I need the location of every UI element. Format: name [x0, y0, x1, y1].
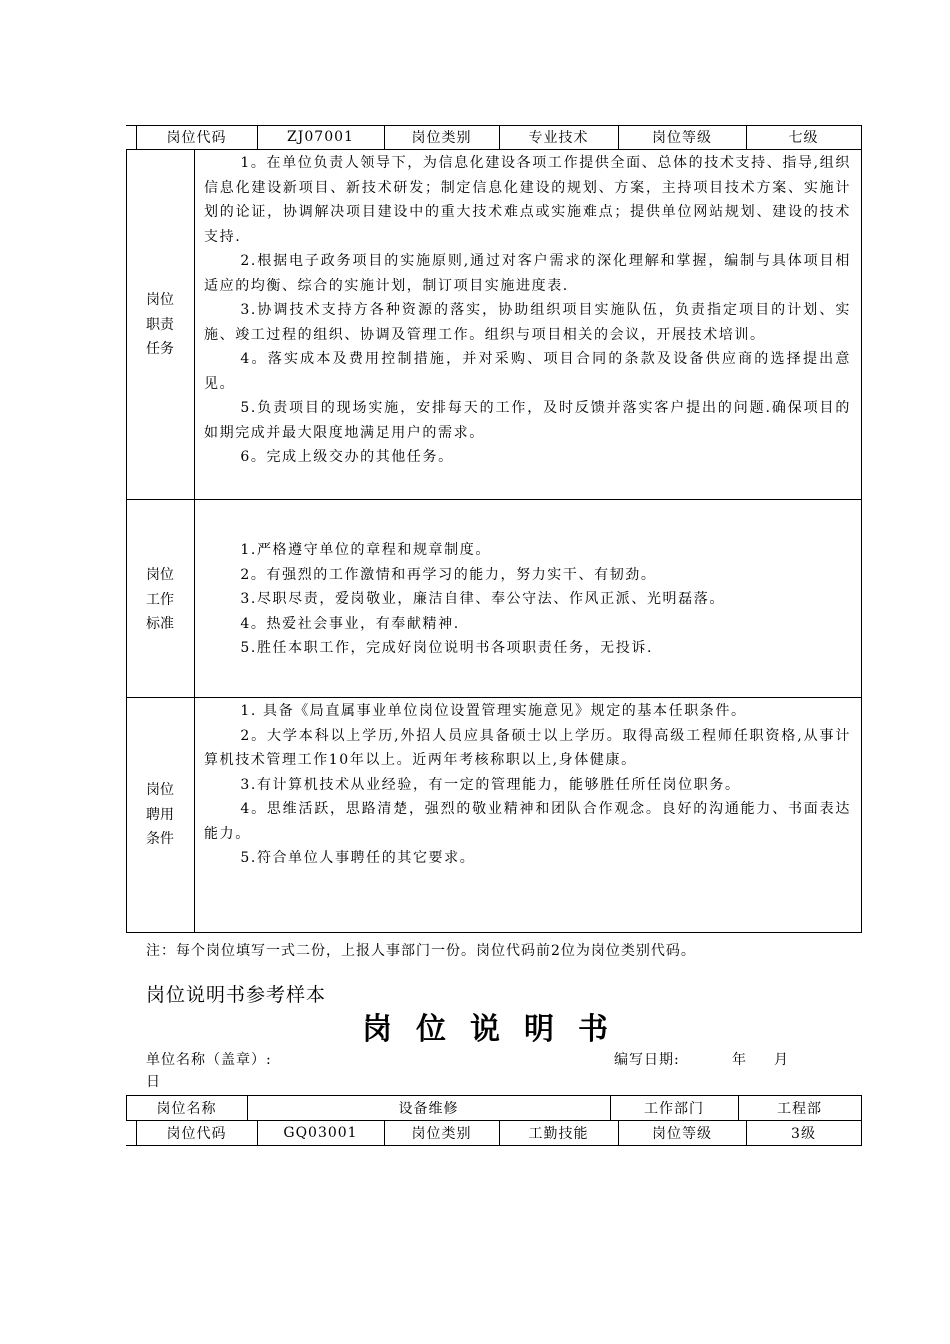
requirement-item: 3.有计算机技术从业经验，有一定的管理能力，能够胜任所任岗位职务。 [240, 776, 741, 793]
requirement-item: 5.符合单位人事聘任的其它要求。 [240, 850, 476, 866]
standard-item: 3.尽职尽责，爱岗敬业，廉洁自律、奉公守法、作风正派、光明磊落。 [240, 591, 725, 607]
duty-item: 1。在单位负责人领导下，为信息化建设各项工作提供全面、总体的技术支持、指导,组织信息化建设新项目、新技术研发；制定信息化建设的规划、方案，主持项目技术方案、实施计划的论证，协调解决项目建设中的重大技术难点或实施难点；提供单位网站规划、建设的技术支持. [204, 155, 851, 245]
category-label: 岗位类别 [411, 130, 472, 146]
standard-item: 4。热爱社会事业，有奉献精神. [240, 615, 460, 632]
standard-item: 5.胜任本职工作，完成好岗位说明书各项职责任务，无投诉. [240, 640, 653, 656]
duty-item: 3.协调技术支持方各种资源的落实，协助组织项目实施队伍，负责指定项目的计划、实施、竣工过程的组织、协调及管理工作。组织与项目相关的会议，开展技术培训。 [204, 302, 851, 343]
category-value-2: 工勤技能 [528, 1125, 589, 1142]
duties-content [204, 151, 851, 470]
grade-label-2: 岗位等级 [652, 1125, 712, 1142]
table-note: 注：每个岗位填写一式二份，上报人事部门一份。岗位代码前2位为岗位类别代码。 [146, 943, 696, 959]
standards-content [204, 538, 851, 661]
duty-item: 6。完成上级交办的其他任务。 [240, 449, 454, 465]
requirements-content [204, 699, 851, 871]
grade-label: 岗位等级 [652, 130, 712, 146]
job-name-value: 设备维修 [398, 1100, 459, 1117]
date-month: 月 [774, 1052, 788, 1068]
dept-value: 工程部 [777, 1100, 822, 1117]
standard-item: 1.严格遵守单位的章程和规章制度。 [240, 542, 491, 558]
sample-heading: 岗位说明书参考样本 [146, 984, 327, 1006]
code-value: ZJ07001 [287, 129, 354, 145]
duties-label: 岗位 职责 任务 [146, 292, 174, 357]
grade-value-2: 3级 [791, 1125, 816, 1142]
code-label-2: 岗位代码 [166, 1125, 227, 1142]
date-year: 年 [732, 1052, 746, 1068]
code-label: 岗位代码 [166, 130, 227, 146]
unit-name-label: 单位名称（盖章）: [146, 1052, 272, 1068]
date-label: 编写日期: [614, 1052, 680, 1068]
category-label-2: 岗位类别 [411, 1125, 472, 1142]
job-name-label: 岗位名称 [156, 1100, 217, 1117]
requirement-item: 2。大学本科以上学历,外招人员应具备硕士以上学历。取得高级工程师任职资格,从事计算机技术管理工作10年以上。近两年考核称职以上,身体健康。 [204, 727, 851, 768]
standard-item: 2。有强烈的工作激情和再学习的能力，努力实干、有韧劲。 [240, 566, 657, 583]
requirements-label: 岗位 聘用 条件 [146, 782, 174, 847]
requirement-item: 1. 具备《局直属事业单位岗位设置管理实施意见》规定的基本任职条件。 [240, 703, 747, 719]
doc-title: 岗位说明书 [362, 1012, 632, 1047]
duty-item: 4。落实成本及费用控制措施，并对采购、项目合同的条款及设备供应商的选择提出意见。 [204, 351, 851, 392]
grade-value: 七级 [788, 130, 819, 146]
standards-label: 岗位 工作 标准 [146, 567, 174, 632]
dept-label: 工作部门 [644, 1100, 704, 1117]
code-value-2: GQ03001 [283, 1124, 358, 1141]
date-day: 日 [146, 1074, 160, 1090]
category-value: 专业技术 [528, 130, 589, 146]
duty-item: 5.负责项目的现场实施，安排每天的工作，及时反馈并落实客户提出的问题.确保项目的如期完成并最大限度地满足用户的需求。 [204, 400, 851, 441]
duty-item: 2.根据电子政务项目的实施原则,通过对客户需求的深化理解和掌握，编制与具体项目相适应的均衡、综合的实施计划，制订项目实施进度表. [204, 253, 851, 294]
requirement-item: 4。思维活跃，思路清楚，强烈的敬业精神和团队合作观念。良好的沟通能力、书面表达能力。 [204, 801, 851, 842]
